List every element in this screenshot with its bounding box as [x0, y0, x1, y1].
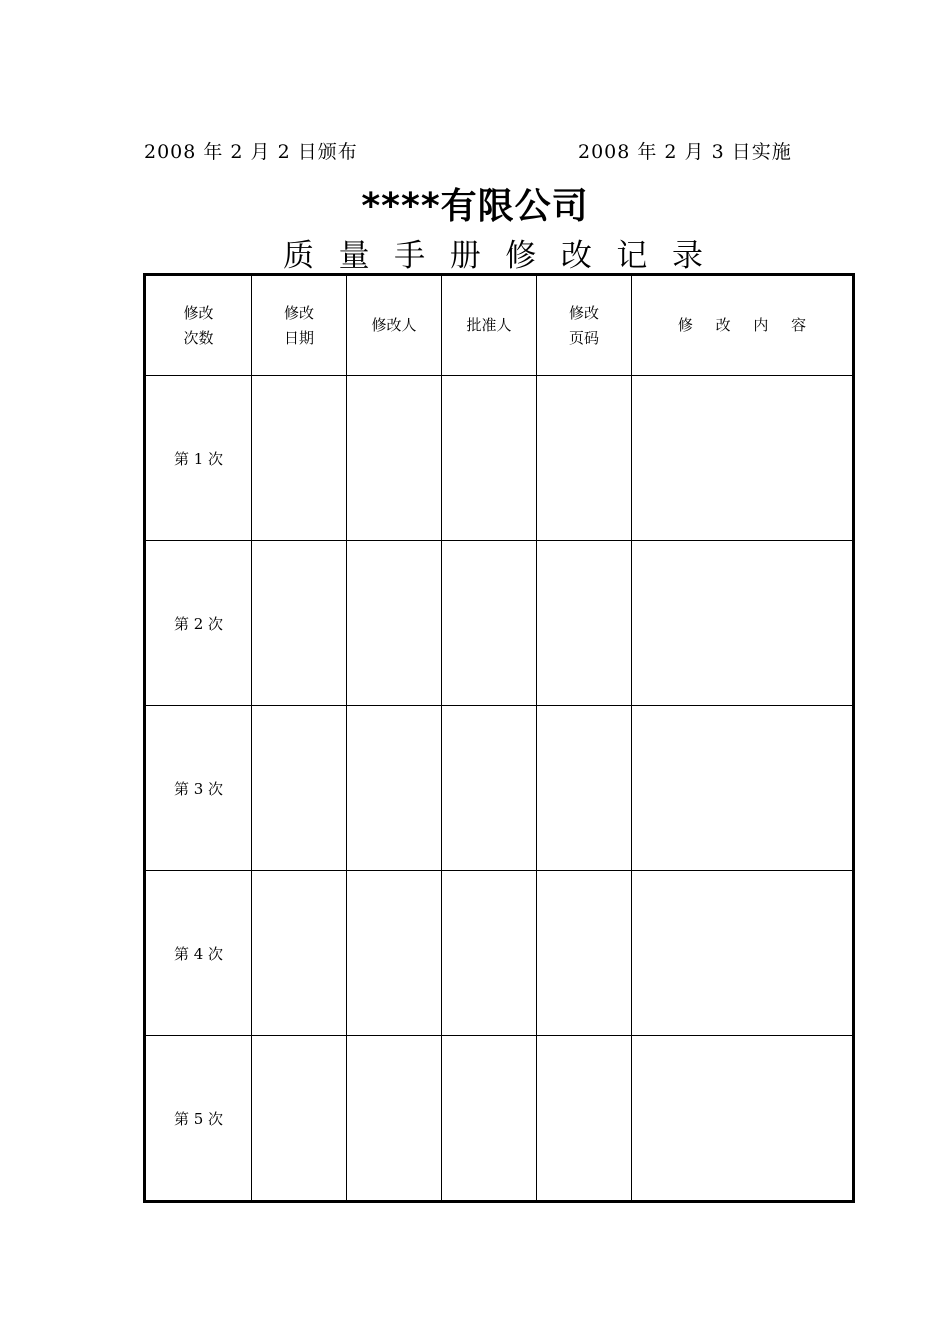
approver-cell[interactable] — [442, 541, 537, 706]
table-header-row — [145, 275, 854, 376]
row-label: 第 5 次 — [145, 1036, 252, 1202]
page-cell[interactable] — [537, 1036, 632, 1202]
content-cell[interactable] — [632, 1036, 854, 1202]
title-char: 册 — [449, 238, 481, 274]
reviser-cell[interactable] — [347, 1036, 442, 1202]
reviser-cell[interactable] — [347, 706, 442, 871]
page-cell[interactable] — [537, 871, 632, 1036]
column-header-revision-count: 修改 次数 — [145, 275, 252, 376]
approver-cell[interactable] — [442, 376, 537, 541]
approver-cell[interactable] — [442, 1036, 537, 1202]
date-cell[interactable] — [252, 376, 347, 541]
reviser-cell[interactable] — [347, 871, 442, 1036]
page-cell[interactable] — [537, 706, 632, 871]
issue-date: 2008 年 2 月 2 日颁布 — [144, 141, 358, 163]
date-cell[interactable] — [252, 871, 347, 1036]
approver-cell[interactable] — [442, 871, 537, 1036]
row-label: 第 1 次 — [145, 376, 252, 541]
effective-date: 2008 年 2 月 3 日实施 — [578, 141, 792, 163]
content-cell[interactable] — [632, 376, 854, 541]
column-header-approved-by: 批准人 — [442, 275, 537, 376]
row-label: 第 2 次 — [145, 541, 252, 706]
title-char: 录 — [671, 238, 703, 274]
title-char: 质 — [283, 238, 314, 274]
column-header-revision-date: 修改 日期 — [252, 275, 347, 376]
page-cell[interactable] — [537, 541, 632, 706]
column-header-revised-by: 修改人 — [347, 275, 442, 376]
page-cell[interactable] — [537, 376, 632, 541]
content-cell[interactable] — [632, 541, 854, 706]
date-cell[interactable] — [252, 541, 347, 706]
title-char: 记 — [616, 238, 648, 274]
table-row — [145, 541, 854, 706]
reviser-cell[interactable] — [347, 376, 442, 541]
document-title — [283, 230, 703, 275]
title-char: 量 — [338, 238, 370, 274]
table-row — [145, 871, 854, 1036]
row-label: 第 3 次 — [145, 706, 252, 871]
date-cell[interactable] — [252, 706, 347, 871]
title-char: 修 — [505, 238, 537, 274]
reviser-cell[interactable] — [347, 541, 442, 706]
content-cell[interactable] — [632, 871, 854, 1036]
column-header-revision-content: 修 改 内 容 — [632, 275, 854, 376]
column-header-page-number: 修改 页码 — [537, 275, 632, 376]
title-char: 手 — [394, 238, 426, 274]
table-row — [145, 376, 854, 541]
title-char: 改 — [560, 238, 592, 274]
approver-cell[interactable] — [442, 706, 537, 871]
table-row — [145, 706, 854, 871]
company-name: ****有限公司 — [361, 186, 589, 227]
table-row — [145, 1036, 854, 1202]
date-cell[interactable] — [252, 1036, 347, 1202]
content-cell[interactable] — [632, 706, 854, 871]
row-label: 第 4 次 — [145, 871, 252, 1036]
revision-record-table — [143, 273, 855, 1203]
